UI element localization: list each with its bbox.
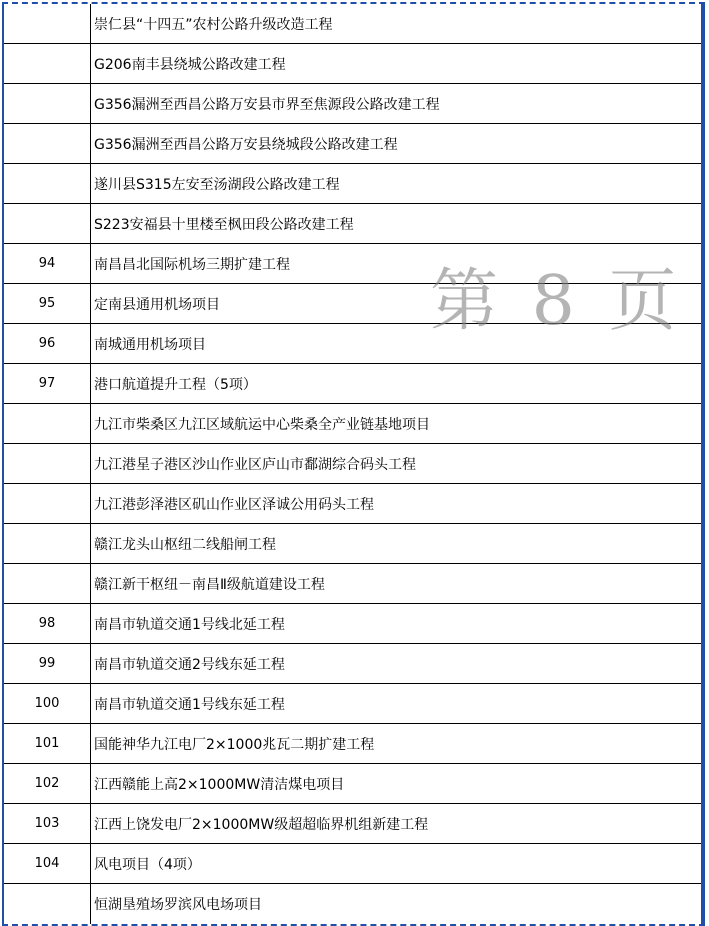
project-name: G356漏洲至西昌公路万安县绕城段公路改建工程: [94, 136, 398, 153]
project-name: 定南县通用机场项目: [94, 296, 220, 313]
row-number: 96: [4, 324, 91, 363]
row-number: 103: [4, 804, 91, 843]
row-number: 95: [4, 284, 91, 323]
table-row: [4, 524, 701, 564]
table-row: [4, 844, 701, 884]
table-row: [4, 604, 701, 644]
table-row: [4, 804, 701, 844]
row-number: [4, 564, 91, 603]
project-name: 九江港星子港区沙山作业区庐山市鄱湖综合码头工程: [94, 456, 416, 473]
project-name: 南昌市轨道交通1号线东延工程: [94, 696, 285, 713]
table-row: [4, 84, 701, 124]
project-name: 赣江龙头山枢纽二线船闸工程: [94, 536, 276, 553]
row-number: [4, 84, 91, 123]
table-row: [4, 884, 701, 924]
project-name: G206南丰县绕城公路改建工程: [94, 56, 286, 73]
row-number: 99: [4, 644, 91, 683]
project-name: 赣江新干枢纽－南昌Ⅱ级航道建设工程: [94, 576, 325, 593]
row-number: [4, 444, 91, 483]
table-row: [4, 324, 701, 364]
project-name: 南昌昌北国际机场三期扩建工程: [94, 256, 290, 273]
row-number: 97: [4, 364, 91, 403]
row-number: [4, 484, 91, 523]
table-row: [4, 364, 701, 404]
row-number: [4, 404, 91, 443]
row-number: [4, 4, 91, 43]
project-name: G356漏洲至西昌公路万安县市界至焦源段公路改建工程: [94, 96, 440, 113]
table-row: [4, 244, 701, 284]
table-row: [4, 44, 701, 84]
row-number: 94: [4, 244, 91, 283]
row-number: 101: [4, 724, 91, 763]
project-name: 九江市柴桑区九江区域航运中心柴桑全产业链基地项目: [94, 416, 430, 433]
project-name: 江西上饶发电厂2×1000MW级超超临界机组新建工程: [94, 816, 429, 833]
row-number: 98: [4, 604, 91, 643]
row-number: [4, 884, 91, 924]
table-row: [4, 204, 701, 244]
row-number: 100: [4, 684, 91, 723]
project-name: 国能神华九江电厂2×1000兆瓦二期扩建工程: [94, 736, 375, 753]
project-name: S223安福县十里楼至枫田段公路改建工程: [94, 216, 354, 233]
row-number: [4, 204, 91, 243]
table-row: [4, 484, 701, 524]
project-name: 崇仁县“十四五”农村公路升级改造工程: [94, 16, 333, 33]
project-name: 江西赣能上高2×1000MW清洁煤电项目: [94, 776, 345, 793]
row-number: [4, 164, 91, 203]
row-number: 104: [4, 844, 91, 883]
row-number: [4, 44, 91, 83]
table-row: [4, 444, 701, 484]
table-row: [4, 164, 701, 204]
table-row: [4, 284, 701, 324]
row-number: [4, 124, 91, 163]
table-row: [4, 644, 701, 684]
project-name: 风电项目（4项）: [94, 856, 201, 873]
row-number: 102: [4, 764, 91, 803]
project-table: [2, 2, 705, 926]
row-number: [4, 524, 91, 563]
project-name: 九江港彭泽港区矶山作业区泽诚公用码头工程: [94, 496, 374, 513]
project-name: 恒湖垦殖场罗滨风电场项目: [94, 897, 262, 913]
table-row: [4, 404, 701, 444]
table-row: [4, 764, 701, 804]
project-name: 遂川县S315左安至汤湖段公路改建工程: [94, 176, 340, 193]
table-row: [4, 684, 701, 724]
project-name: 港口航道提升工程（5项）: [94, 376, 257, 393]
page-watermark: 第 8 页: [430, 262, 683, 341]
project-name: 南昌市轨道交通1号线北延工程: [94, 616, 285, 633]
project-name: 南昌市轨道交通2号线东延工程: [94, 656, 285, 673]
table-row: [4, 724, 701, 764]
project-name: 南城通用机场项目: [94, 336, 206, 353]
table-row: [4, 124, 701, 164]
table-row: [4, 4, 701, 44]
table-row: [4, 564, 701, 604]
